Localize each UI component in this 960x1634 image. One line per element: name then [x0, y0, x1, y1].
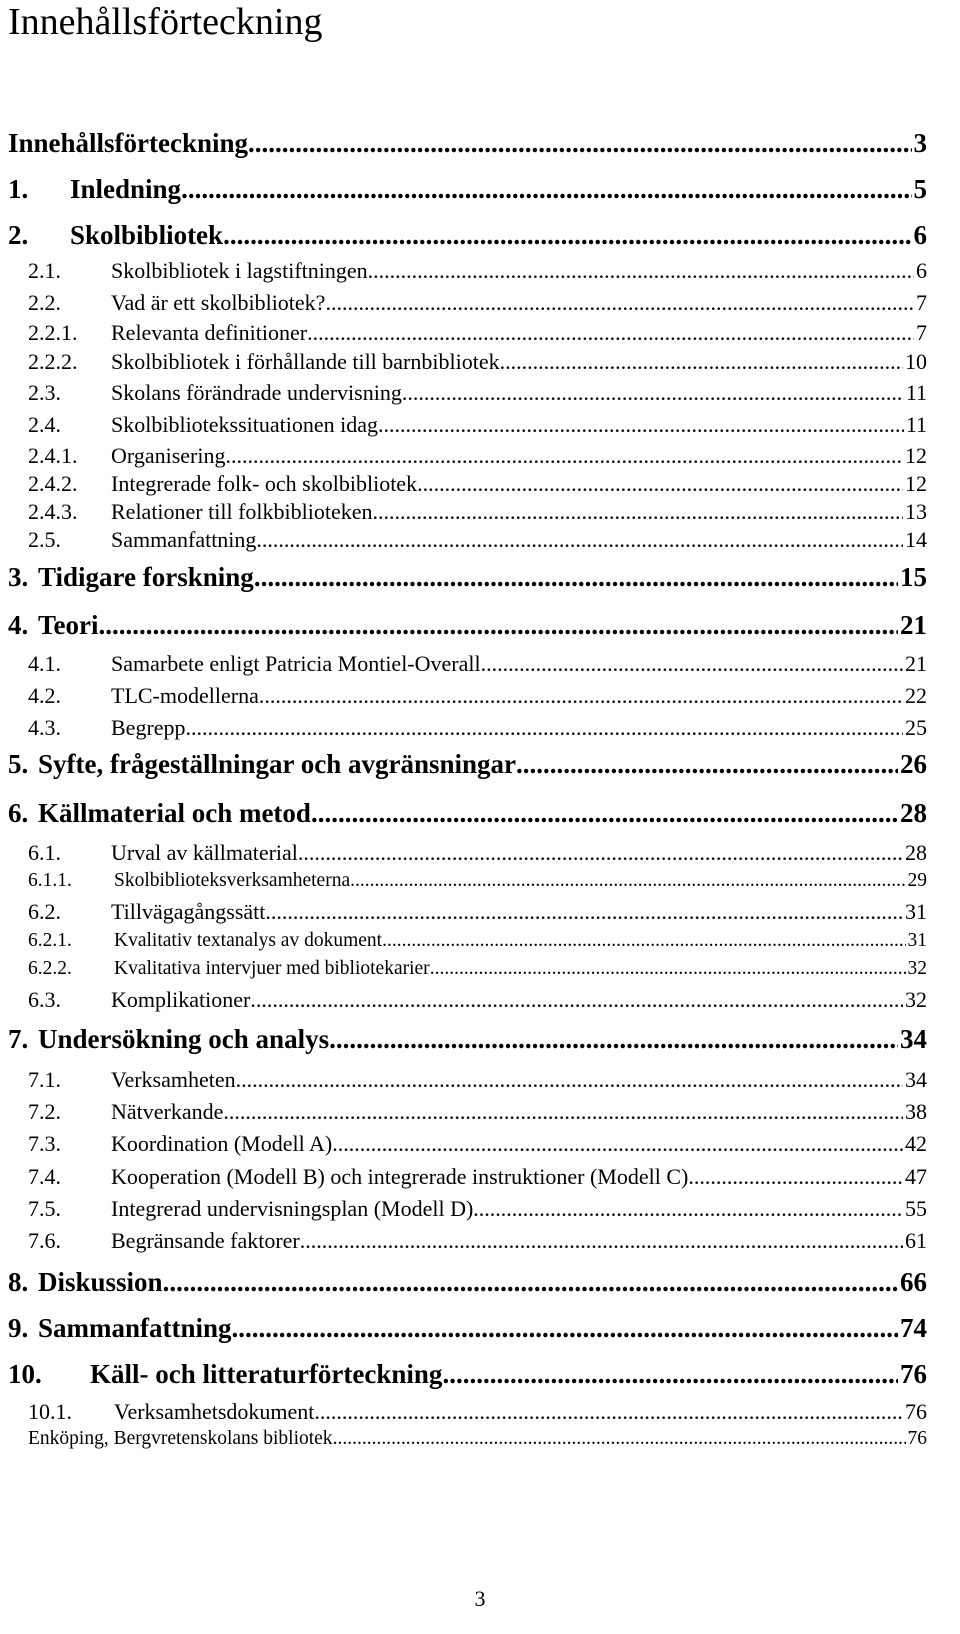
toc-entry-page: 29 [907, 870, 927, 891]
toc-leader [516, 749, 898, 780]
toc-entry[interactable] [28, 1099, 927, 1125]
toc-entry-number: 2.3. [28, 380, 61, 405]
toc-entry[interactable] [28, 899, 927, 925]
toc-entry-page: 22 [905, 683, 927, 708]
toc-entry-title: Sammanfattning [38, 1313, 232, 1343]
toc-entry-number: 6.2.1. [28, 930, 72, 951]
toc-entry-number: 2.4.1. [28, 443, 78, 468]
toc-entry-number: 6.1.1. [28, 870, 72, 891]
page-number: 3 [474, 1586, 486, 1611]
toc-entry[interactable] [28, 1131, 927, 1157]
toc-leader [248, 128, 911, 159]
toc-entry-page: 11 [905, 412, 927, 437]
toc-leader [430, 958, 906, 980]
toc-leader [259, 683, 903, 709]
toc-entry-title: Begränsande faktorer [111, 1228, 300, 1253]
toc-entry-page: 6 [913, 220, 927, 250]
toc-entry[interactable] [28, 870, 927, 892]
toc-entry-number: 7. [8, 1024, 29, 1054]
toc-entry-title: Samarbete enligt Patricia Montiel-Overall [111, 651, 481, 676]
toc-entry-page: 76 [905, 1399, 927, 1424]
toc-entry-page: 61 [905, 1228, 927, 1253]
toc-entry-number: 2.1. [28, 258, 61, 283]
toc-entry[interactable] [8, 610, 927, 641]
toc-leader [481, 651, 903, 677]
toc-entry[interactable] [28, 1428, 927, 1450]
toc-leader [254, 562, 898, 593]
toc-entry-page: 34 [900, 1024, 927, 1054]
toc-entry-page: 12 [905, 443, 927, 468]
toc-entry[interactable] [8, 128, 927, 159]
toc-entry-title: Skolbiblioteksverksamheterna [114, 870, 351, 891]
toc-entry-title: Koordination (Modell A) [111, 1131, 333, 1156]
toc-entry[interactable] [28, 471, 927, 497]
toc-entry-number: 10. [8, 1359, 42, 1389]
toc-entry[interactable] [28, 683, 927, 709]
toc-entry-page: 7 [916, 320, 927, 345]
toc-leader [329, 1024, 898, 1055]
toc-entry-page: 66 [900, 1267, 927, 1297]
toc-entry[interactable] [8, 1024, 927, 1055]
toc-entry-number: 7.4. [28, 1164, 61, 1189]
toc-entry[interactable] [28, 290, 927, 316]
toc-entry-title: Organisering [111, 443, 226, 468]
toc-entry-page: 42 [905, 1131, 927, 1156]
toc-entry-number: 4.3. [28, 715, 61, 740]
toc-entry[interactable] [28, 258, 927, 284]
toc-entry[interactable] [28, 1164, 927, 1190]
toc-leader [232, 1313, 898, 1344]
toc-entry-number: 6.2. [28, 899, 61, 924]
toc-leader [333, 1428, 906, 1450]
toc-entry-title: Källmaterial och metod [38, 798, 311, 828]
toc-entry-number: 6.2.2. [28, 958, 72, 979]
toc-entry-title: Skolbibliotek [70, 220, 224, 250]
toc-leader [373, 499, 904, 525]
toc-entry[interactable] [28, 443, 927, 469]
toc-entry-number: 4. [8, 610, 29, 640]
toc-entry-title: Urval av källmaterial [111, 840, 298, 865]
toc-entry-number: 2.5. [28, 527, 61, 552]
toc-entry-page: 12 [905, 471, 927, 496]
toc-entry[interactable] [28, 527, 927, 553]
toc-entry-title: Relevanta definitioner [111, 320, 308, 345]
toc-entry-title: Tidigare forskning [38, 562, 254, 592]
toc-entry-title: Kvalitativ textanalys av dokument [114, 930, 383, 951]
toc-entry[interactable] [28, 1228, 927, 1254]
toc-entry-page: 76 [900, 1359, 927, 1389]
toc-entry-number: 1. [8, 174, 29, 204]
toc-entry-number: 7.6. [28, 1228, 61, 1253]
toc-entry-title: Integrerade folk- och skolbibliotek [111, 471, 418, 496]
toc-entry-title: Nätverkande [111, 1099, 224, 1124]
toc-entry-page: 55 [905, 1196, 927, 1221]
toc-entry-title: Inledning [70, 174, 182, 204]
toc-entry-page: 38 [905, 1099, 927, 1124]
toc-entry-number: 2.2.1. [28, 320, 78, 345]
toc-entry-title: Kooperation (Modell B) och integrerade instruktioner (Modell C) [111, 1164, 689, 1189]
toc-entry-title: Begrepp [111, 715, 186, 740]
toc-entry-number: 7.3. [28, 1131, 61, 1156]
toc-leader [688, 1164, 903, 1190]
toc-leader [256, 527, 903, 553]
toc-leader [300, 1228, 903, 1254]
toc-entry-number: 2. [8, 220, 29, 250]
toc-entry-page: 21 [900, 610, 927, 640]
toc-leader [500, 349, 903, 375]
toc-entry[interactable] [8, 562, 927, 593]
toc-entry[interactable] [8, 174, 927, 205]
toc-leader [225, 443, 903, 469]
toc-entry-number: 6.1. [28, 840, 61, 865]
toc-leader [378, 412, 904, 438]
toc-entry[interactable] [28, 499, 927, 525]
toc-leader [311, 798, 898, 829]
toc-entry-title: Skolbibliotek i lagstiftningen [111, 258, 368, 283]
toc-leader [250, 987, 903, 1013]
toc-leader [99, 610, 899, 641]
toc-entry-page: 28 [900, 798, 927, 828]
toc-leader [442, 1359, 898, 1390]
toc-entry-title: TLC-modellerna [111, 683, 259, 708]
toc-entry-number: 7.5. [28, 1196, 61, 1221]
toc-entry-number: 7.2. [28, 1099, 61, 1124]
toc-leader [223, 1099, 903, 1125]
toc-entry-title: Integrerad undervisningsplan (Modell D) [111, 1196, 474, 1221]
toc-leader [417, 471, 903, 497]
toc-entry-number: 2.4.3. [28, 499, 78, 524]
toc-entry[interactable] [8, 798, 927, 829]
toc-entry-title: Innehållsförteckning [8, 128, 249, 158]
toc-entry-page: 34 [905, 1067, 927, 1092]
toc-entry-title: Verksamheten [111, 1067, 236, 1092]
toc-entry-number: 6.3. [28, 987, 61, 1012]
toc-leader [298, 840, 903, 866]
toc-leader [265, 899, 903, 925]
toc-entry-page: 28 [905, 840, 927, 865]
toc-entry[interactable] [8, 1313, 927, 1344]
toc-entry-number: 6. [8, 798, 29, 828]
toc-entry-number: 3. [8, 562, 29, 592]
page-title: Innehållsförteckning [8, 1, 323, 43]
toc-entry-page: 32 [907, 958, 927, 979]
toc-entry-number: 8. [8, 1267, 29, 1297]
toc-entry-title: Syfte, frågeställningar och avgränsningar [38, 749, 516, 779]
toc-entry-number: 4.2. [28, 683, 61, 708]
toc-entry-page: 31 [905, 899, 927, 924]
toc-entry-page: 76 [907, 1428, 927, 1449]
toc-entry[interactable] [8, 1359, 927, 1390]
toc-entry-title: Undersökning och analys [38, 1024, 330, 1054]
toc-leader [307, 320, 914, 346]
toc-leader [314, 1399, 903, 1425]
toc-leader [350, 870, 905, 892]
toc-entry-title: Komplikationer [111, 987, 251, 1012]
toc-leader [181, 174, 911, 205]
toc-entry-number: 2.4. [28, 412, 61, 437]
toc-entry-page: 13 [905, 499, 927, 524]
toc-entry[interactable] [28, 380, 927, 406]
toc-entry-page: 47 [905, 1164, 927, 1189]
toc-entry-title: Kvalitativa intervjuer med bibliotekarier [114, 958, 430, 979]
toc-entry-page: 74 [900, 1313, 927, 1343]
toc-entry[interactable] [28, 1399, 927, 1425]
toc-leader [325, 290, 914, 316]
toc-entry-title: Skolans förändrade undervisning [111, 380, 402, 405]
toc-entry[interactable] [8, 1267, 927, 1298]
toc-entry-page: 5 [913, 174, 927, 204]
toc-entry[interactable] [28, 715, 927, 741]
toc-entry-title: Vad är ett skolbibliotek? [111, 290, 326, 315]
toc-entry[interactable] [8, 220, 927, 251]
toc-entry[interactable] [28, 349, 927, 375]
toc-entry[interactable] [28, 958, 927, 980]
toc-entry[interactable] [8, 749, 927, 780]
toc-entry-number: 5. [8, 749, 29, 779]
toc-leader [402, 380, 904, 406]
toc-leader [368, 258, 914, 284]
toc-entry-page: 21 [905, 651, 927, 676]
toc-entry-title: Tillvägagångssätt [111, 899, 266, 924]
toc-entry-title: Käll- och litteraturförteckning [90, 1359, 443, 1389]
toc-entry[interactable] [28, 1196, 927, 1222]
toc-entry-title: Enköping, Bergvretenskolans bibliotek [28, 1428, 333, 1449]
toc-entry-page: 3 [913, 128, 927, 158]
toc-entry[interactable] [28, 840, 927, 866]
toc-entry-title: Relationer till folkbiblioteken [111, 499, 373, 524]
toc-entry-page: 26 [900, 749, 927, 779]
toc-entry-title: Skolbibliotekssituationen idag [111, 412, 379, 437]
toc-entry[interactable] [28, 930, 927, 952]
toc-leader [186, 715, 903, 741]
toc-entry[interactable] [28, 1067, 927, 1093]
toc-leader [332, 1131, 903, 1157]
toc-entry-title: Skolbibliotek i förhållande till barnbibliotek [111, 349, 500, 374]
toc-entry-number: 7.1. [28, 1067, 61, 1092]
toc-entry-number: 2.2. [28, 290, 61, 315]
toc-entry[interactable] [28, 987, 927, 1013]
toc-leader [163, 1267, 898, 1298]
toc-entry[interactable] [28, 651, 927, 677]
toc-entry-page: 15 [900, 562, 927, 592]
toc-entry-page: 6 [916, 258, 927, 283]
toc-entry-page: 31 [907, 930, 927, 951]
toc-entry-page: 7 [916, 290, 927, 315]
toc-entry-title: Sammanfattning [111, 527, 257, 552]
toc-entry-title: Teori [38, 610, 99, 640]
toc-entry-number: 9. [8, 1313, 29, 1343]
toc-entry-title: Diskussion [38, 1267, 163, 1297]
toc-entry[interactable] [28, 412, 927, 438]
toc-entry-number: 10.1. [28, 1399, 72, 1424]
toc-entry-number: 4.1. [28, 651, 61, 676]
toc-leader [223, 220, 911, 251]
toc-entry-page: 11 [905, 380, 927, 405]
toc-entry-title: Verksamhetsdokument [114, 1399, 315, 1424]
toc-leader [236, 1067, 903, 1093]
toc-entry-page: 32 [905, 987, 927, 1012]
toc-entry-page: 25 [905, 715, 927, 740]
toc-entry[interactable] [28, 320, 927, 346]
toc-entry-number: 2.4.2. [28, 471, 78, 496]
toc-entry-page: 10 [905, 349, 927, 374]
toc-leader [382, 930, 905, 952]
toc-leader [473, 1196, 903, 1222]
toc-entry-page: 14 [905, 527, 927, 552]
toc-entry-number: 2.2.2. [28, 349, 78, 374]
